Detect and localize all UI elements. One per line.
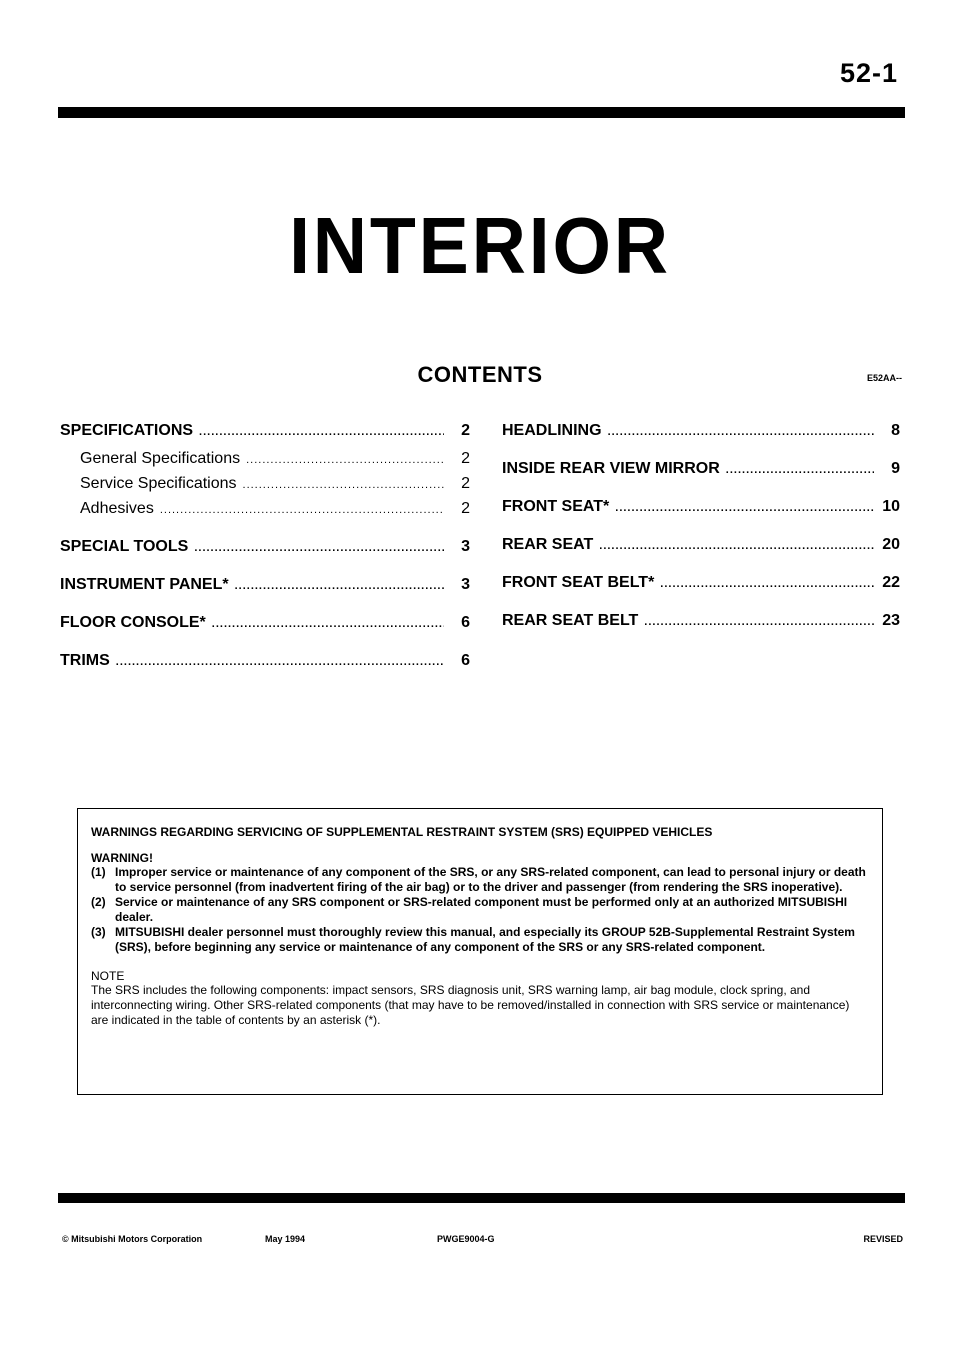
toc-leader-dots	[194, 542, 444, 554]
toc-leader-dots	[615, 502, 874, 514]
toc-entry-title: FRONT SEAT*	[502, 498, 610, 515]
toc-entry-title: FLOOR CONSOLE*	[60, 614, 206, 631]
footer-date: May 1994	[265, 1234, 306, 1244]
bottom-rule	[58, 1193, 905, 1203]
toc-entry[interactable]	[502, 612, 900, 632]
warning-item-number: (3)	[91, 925, 106, 939]
toc-entry[interactable]	[60, 614, 470, 634]
toc-entry-title: SPECIAL TOOLS	[60, 538, 189, 555]
note-text: The SRS includes the following components: impact sensors, SRS diagnosis unit, SRS warning lamp, air bag module, clock spring, and interconnecting wiring. Other SRS-related components (that may have to be removed/installed in connection with SRS service or maintenance) are indicated in the table of contents by an asterisk (*).	[91, 983, 850, 1027]
toc-entry[interactable]	[60, 450, 470, 470]
toc-entry-title: General Specifications	[80, 450, 241, 467]
warning-item-text: Service or maintenance of any SRS component or SRS-related component must be performed only at an authorized MITSUBISHI dealer.	[115, 895, 848, 924]
toc-entry-page: 8	[891, 422, 900, 439]
warning-item-number: (2)	[91, 895, 106, 909]
toc-entry[interactable]	[502, 498, 900, 518]
toc-entry-page: 2	[461, 450, 470, 467]
srs-warning-box	[77, 808, 883, 1095]
toc-leader-dots	[212, 618, 444, 630]
toc-leader-dots	[246, 454, 444, 466]
page-title: INTERIOR	[289, 201, 671, 290]
toc-entry-title: SPECIFICATIONS	[60, 422, 194, 439]
toc-entry-page: 3	[461, 576, 470, 593]
toc-entry-page: 10	[882, 498, 900, 515]
toc-entry-page: 22	[882, 574, 900, 591]
warning-label: WARNING!	[91, 851, 153, 865]
footer-status: REVISED	[863, 1234, 903, 1244]
toc-leader-dots	[243, 479, 444, 491]
toc-leader-dots	[608, 426, 874, 438]
warning-item-number: (1)	[91, 865, 106, 879]
note-label: NOTE	[91, 969, 125, 983]
toc-leader-dots	[116, 656, 444, 668]
toc-leader-dots	[726, 464, 874, 476]
toc-leader-dots	[660, 578, 874, 590]
toc-entry-page: 2	[461, 475, 470, 492]
footer-copyright: © Mitsubishi Motors Corporation	[62, 1234, 203, 1244]
footer-document-code: PWGE9004-G	[437, 1234, 495, 1244]
toc-entry-title: Service Specifications	[80, 475, 237, 492]
toc-leader-dots	[235, 580, 444, 592]
toc-left-column	[60, 422, 470, 672]
toc-leader-dots	[160, 504, 444, 516]
warning-item-text: MITSUBISHI dealer personnel must thoroughly review this manual, and especially its GROUP 52B-Supplemental Restraint System (SRS), before beginning any service or maintenance of any component of the SRS or any SRS-related component.	[115, 925, 855, 954]
toc-entry-title: REAR SEAT BELT	[502, 612, 639, 629]
toc-entry-title: HEADLINING	[502, 422, 602, 439]
toc-entry[interactable]	[502, 574, 900, 594]
toc-leader-dots	[199, 426, 444, 438]
toc-entry-page: 2	[461, 500, 470, 517]
toc-leader-dots	[644, 616, 874, 628]
toc-entry-title: Adhesives	[80, 500, 154, 517]
contents-heading: CONTENTS	[417, 362, 543, 387]
toc-right-column	[502, 422, 900, 632]
toc-entry-page: 6	[461, 614, 470, 631]
warning-item	[91, 865, 870, 895]
toc-entry-page: 2	[461, 422, 470, 439]
toc-entry-page: 9	[891, 460, 900, 477]
warning-item	[91, 925, 870, 955]
toc-entry[interactable]	[502, 460, 900, 480]
toc-entry-title: INSTRUMENT PANEL*	[60, 576, 229, 593]
toc-entry-title: INSIDE REAR VIEW MIRROR	[502, 460, 720, 477]
toc-entry[interactable]	[60, 475, 470, 495]
top-rule	[58, 107, 905, 118]
toc-entry-page: 6	[461, 652, 470, 669]
warning-heading: WARNINGS REGARDING SERVICING OF SUPPLEMENTAL RESTRAINT SYSTEM (SRS) EQUIPPED VEHICLES	[91, 825, 713, 839]
toc-entry[interactable]	[60, 422, 470, 442]
toc-entry-title: REAR SEAT	[502, 536, 594, 553]
toc-leader-dots	[599, 540, 874, 552]
toc-entry[interactable]	[60, 538, 470, 558]
toc-entry[interactable]	[60, 576, 470, 596]
toc-entry[interactable]	[502, 536, 900, 556]
toc-entry[interactable]	[60, 652, 470, 672]
toc-entry-page: 23	[882, 612, 900, 629]
section-code: E52AA--	[866, 373, 902, 383]
toc-entry[interactable]	[502, 422, 900, 442]
toc-entry-title: TRIMS	[60, 652, 110, 669]
toc-entry-page: 20	[882, 536, 900, 553]
toc-entry-page: 3	[461, 538, 470, 555]
toc-entry-title: FRONT SEAT BELT*	[502, 574, 655, 591]
toc-entry[interactable]	[60, 500, 470, 520]
warning-item	[91, 895, 870, 925]
page-number: 52-1	[839, 58, 898, 88]
warning-item-text: Improper service or maintenance of any component of the SRS, or any SRS-related component, can lead to personal injury or death to service personnel (from inadvertent firing of the air bag) or to the driver and passenger (from rendering the SRS inoperative).	[115, 865, 866, 894]
